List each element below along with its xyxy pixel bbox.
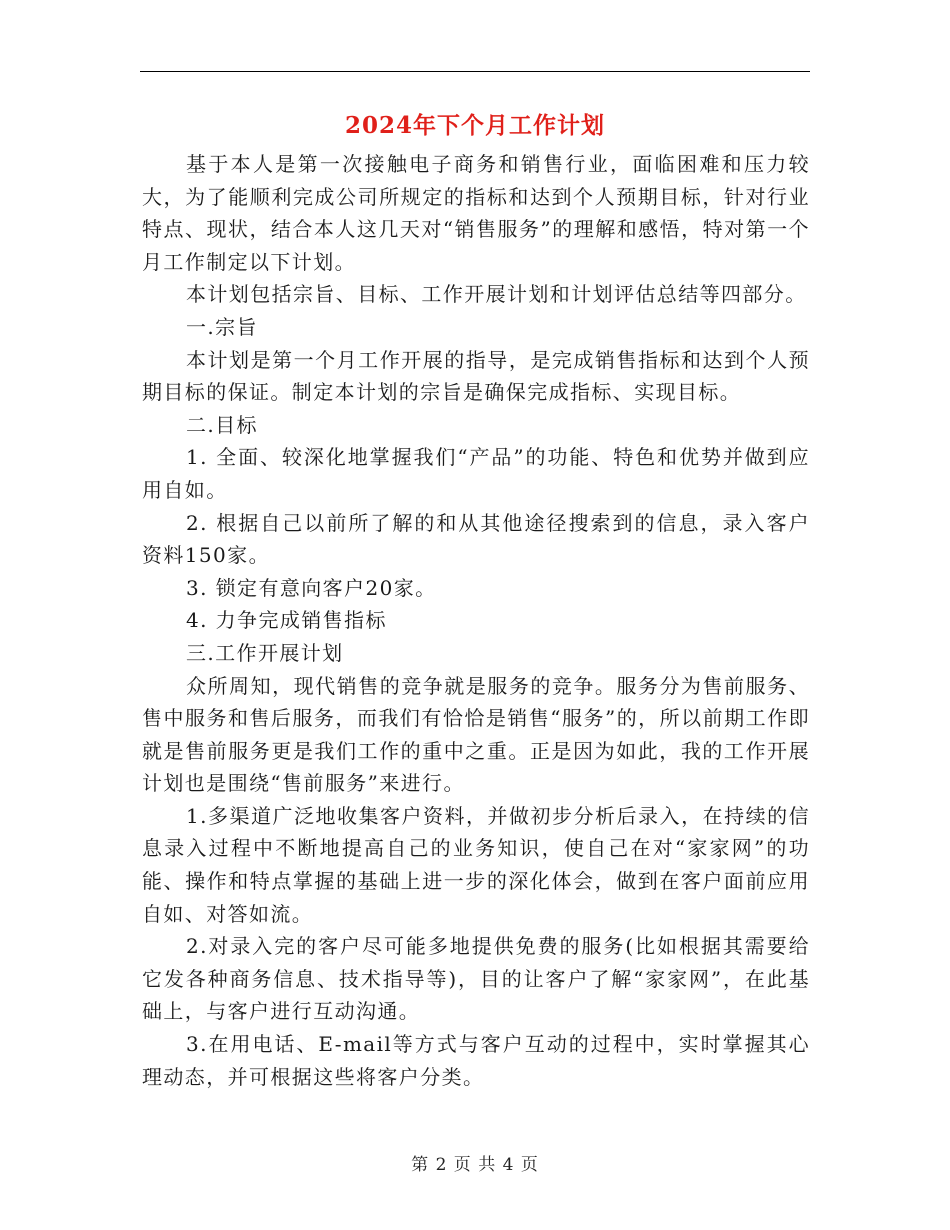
plan-item: 2.对录入完的客户尽可能多地提供免费的服务(比如根据其需要给它发各种商务信息、技术指导等)，目的让客户了解“家家网”，在此基础上，与客户进行互动沟通。: [142, 934, 810, 1024]
plan-item: 3.在用电话、E-mail等方式与客户互动的过程中，实时掌握其心理动态，并可根据这些将客户分类。: [142, 1032, 810, 1089]
paragraph-plan: 众所周知，现代销售的竞争就是服务的竞争。服务分为售前服务、售中服务和售后服务，而我们有恰恰是销售“服务”的，所以前期工作即就是售前服务更是我们工作的重中之重。正是因为如此，我的工作开展计划也是围绕“售前服务”来进行。: [142, 673, 810, 796]
paragraph-overview: 本计划包括宗旨、目标、工作开展计划和计划评估总结等四部分。: [186, 282, 807, 307]
goal-item: 1. 全面、较深化地掌握我们“产品”的功能、特色和优势并做到应用自如。: [142, 445, 810, 502]
section-heading-purpose: 一.宗旨: [186, 314, 258, 339]
section-heading-goals: 二.目标: [186, 412, 258, 437]
document-title: 2024年下个月工作计划: [344, 112, 605, 139]
paragraph-intro: 基于本人是第一次接触电子商务和销售行业，面临困难和压力较大，为了能顺利完成公司所规定的指标和达到个人预期目标，针对行业特点、现状，结合本人这几天对“销售服务”的理解和感悟，特对第一个月工作制定以下计划。: [142, 152, 810, 274]
plan-item: 1.多渠道广泛地收集客户资料，并做初步分析后录入，在持续的信息录入过程中不断地提高自己的业务知识，使自己在对“家家网”的功能、操作和特点掌握的基础上进一步的深化体会，做到在客户面前应用自如、对答如流。: [142, 803, 810, 926]
goal-item: 2. 根据自己以前所了解的和从其他途径搜索到的信息，录入客户资料150家。: [142, 510, 810, 568]
page-footer: 第 2 页 共 4 页: [411, 1155, 539, 1175]
section-heading-plan: 三.工作开展计划: [186, 640, 344, 665]
goal-item: 4. 力争完成销售指标: [186, 608, 387, 633]
paragraph-purpose: 本计划是第一个月工作开展的指导，是完成销售指标和达到个人预期目标的保证。制定本计划的宗旨是确保完成指标、实现目标。: [142, 347, 810, 405]
document-body: [142, 148, 810, 1093]
goal-item: 3. 锁定有意向客户20家。: [186, 575, 437, 600]
header-rule: [140, 71, 810, 72]
